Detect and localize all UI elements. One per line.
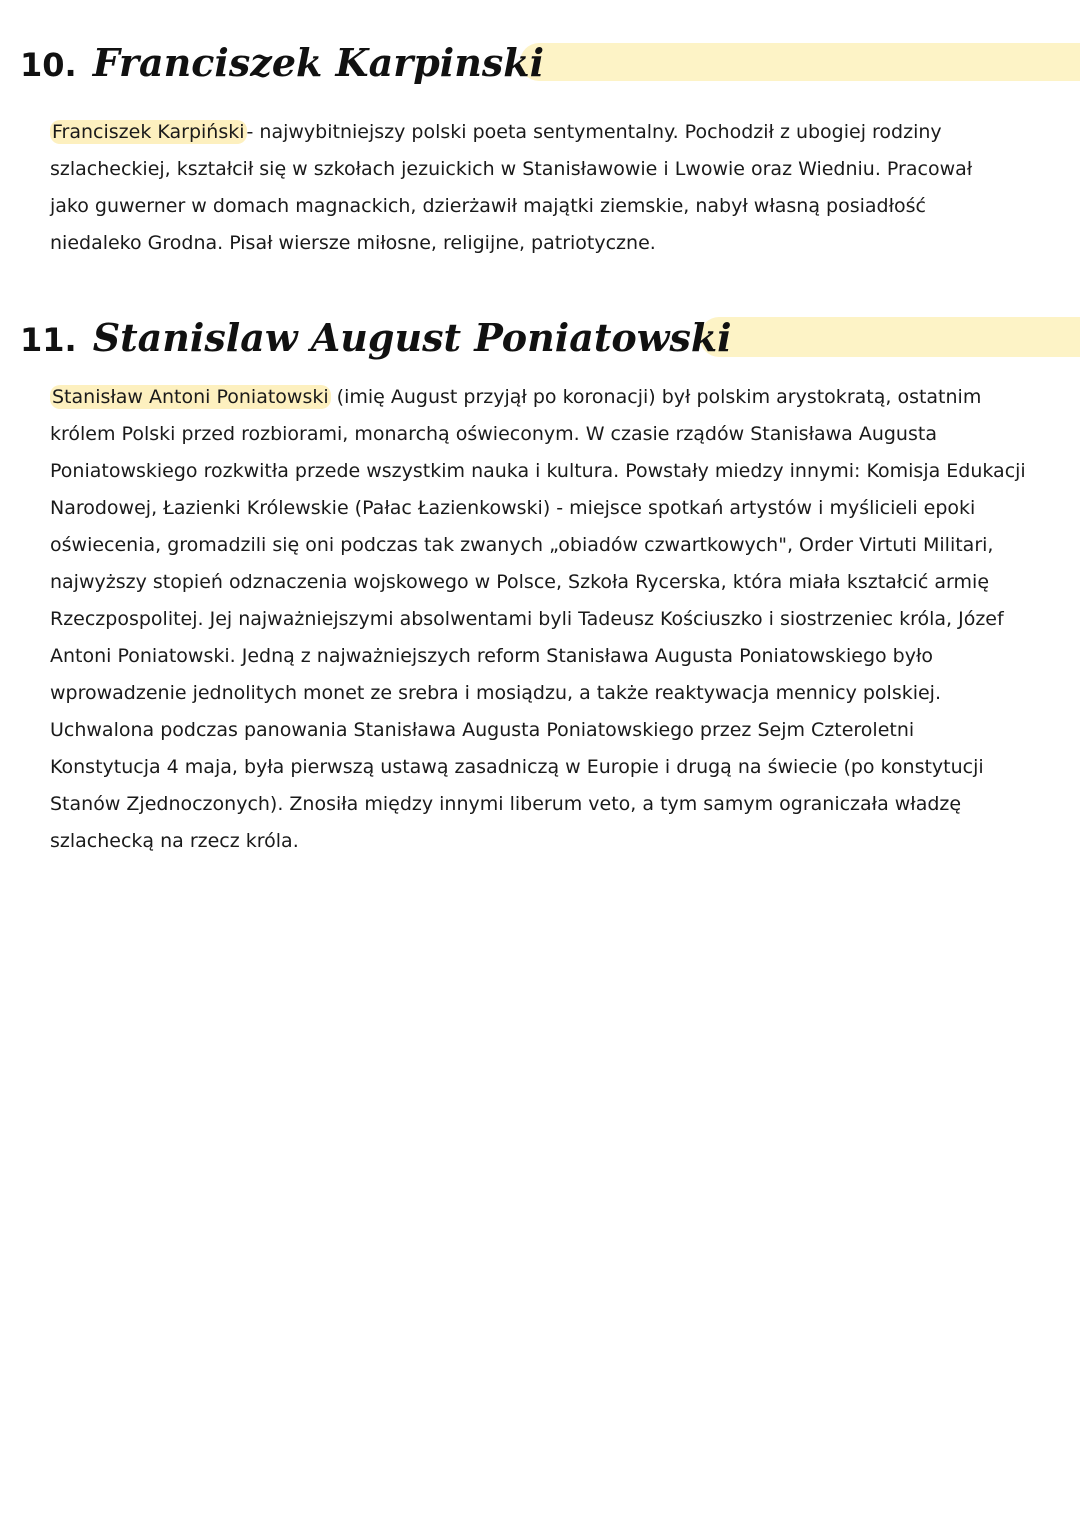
section-body: [50, 379, 1030, 860]
section-title-text: Stanislaw August Poniatowski: [92, 315, 732, 360]
section-title: [20, 313, 732, 365]
section-body-text: - najwybitniejszy polski poeta sentymentalny. Pochodził z ubogiej rodziny szlacheckiej, kształcił się w szkołach jezuickich w Stanisławowie i Lwowie oraz Wiedniu. Pracował jako guwerner w domach magnackich, dzierżawił majątki ziemskie, nabył własną posiadłość niedaleko Grodna. Pisał wiersze miłosne, religijne, patriotyczne.: [50, 121, 973, 254]
section-title-row: [0, 30, 1080, 110]
section-title-row: [0, 305, 1080, 385]
title-highlight-band: [520, 43, 1080, 81]
section-karpinski: [0, 30, 1080, 254]
section-body-text: (imię August przyjął po koronacji) był polskim arystokratą, ostatnim królem Polski przed rozbiorami, monarchą oświeconym. W czasie rządów Stanisława Augusta Poniatowskiego rozkwitła przede wszystkim nauka i kultura. Powstały miedzy innymi: Komisja Edukacji Narodowej, Łazienki Królewskie (Pałac Łazienkowski) - miejsce spotkań artystów i myślicieli epoki oświecenia, gromadzili się oni podczas tak zwanych „obiadów czwartkowych", Order Virtuti Militari, najwyższy stopień odznaczenia wojskowego w Polsce, Szkoła Rycerska, która miała kształcić armię Rzeczpospolitej. Jej najważniejszymi absolwentami byli Tadeusz Kościuszko i siostrzeniec króla, Józef Antoni Poniatowski. Jedną z najważniejszych reform Stanisława Augusta Poniatowskiego było wprowadzenie jednolitych monet ze srebra i mosiądzu, a także reaktywacja mennicy polskiej. Uchwalona podczas panowania Stanisława Augusta Poniatowskiego przez Sejm Czteroletni Konstytucja 4 maja, była pierwszą ustawą zasadniczą w Europie i drugą na świecie (po konstytucji Stanów Zjednoczonych). Znosiła między innymi liberum veto, a tym samym ograniczała władzę szlachecką na rzecz króla.: [50, 386, 1026, 852]
section-title-text: Franciszek Karpinski: [92, 40, 545, 85]
highlighted-name: Franciszek Karpiński: [52, 121, 245, 143]
title-highlight-band: [700, 317, 1080, 357]
section-number: 10.: [20, 46, 77, 84]
section-number: 11.: [20, 321, 77, 359]
section-body: [50, 114, 1010, 262]
highlighted-name: Stanisław Antoni Poniatowski: [52, 386, 329, 408]
section-title: [20, 38, 544, 90]
section-poniatowski: [0, 305, 1080, 852]
